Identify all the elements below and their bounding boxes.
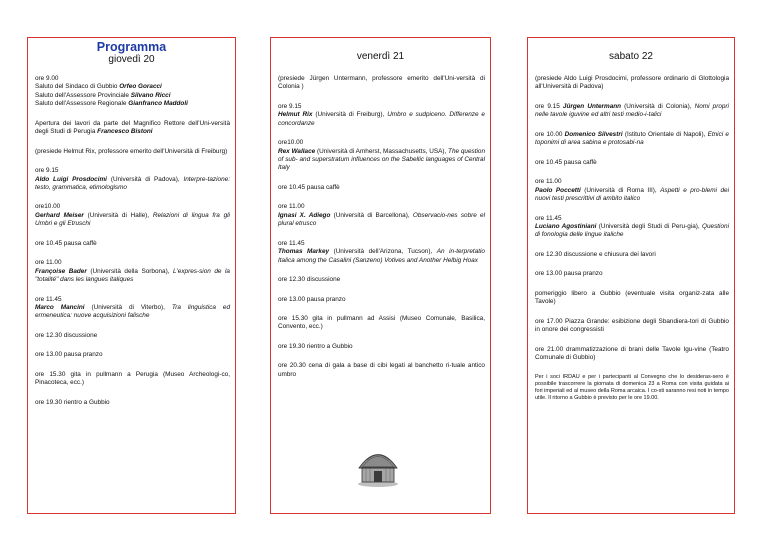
item-text: ore 10.00 bbox=[535, 130, 565, 138]
item-text: (presiede Helmut Rix, professore emerito dell'Università di Freiburg) bbox=[35, 147, 228, 155]
speaker-name: Gerhard Meiser bbox=[35, 211, 84, 219]
schedule-item bbox=[35, 203, 230, 228]
schedule-list bbox=[278, 75, 485, 390]
day-heading: giovedì 20 bbox=[108, 54, 155, 65]
item-text: ore10.00 bbox=[35, 203, 61, 211]
item-text: ore 13.00 pausa pranzo bbox=[278, 295, 346, 303]
program-column-thursday bbox=[27, 37, 236, 514]
speaker-name: Orfeo Goracci bbox=[119, 83, 162, 91]
item-text: (Università di Roma III), bbox=[580, 186, 661, 194]
talk-title: Relazioni di lingua fra gli Umbri e gli Etruschi bbox=[35, 211, 230, 228]
talk-title: L'expres-sion de la "totalité" dans les langues italiques bbox=[35, 267, 230, 284]
item-text: ore 12.30 discussione e chiusura dei lavori bbox=[535, 250, 656, 258]
talk-title: Casalini (Sanzeno) Votives and Another Helbig Hoax bbox=[328, 256, 478, 264]
schedule-item bbox=[535, 75, 729, 92]
schedule-item bbox=[35, 351, 230, 359]
speaker-name: Aldo Luigi Prosdocimi bbox=[35, 175, 107, 183]
speaker-name: Jürgen Untermann bbox=[562, 102, 622, 110]
item-text: (Università della Sorbona), bbox=[86, 267, 174, 275]
schedule-item bbox=[278, 103, 485, 128]
item-text: ore 11.00 bbox=[35, 259, 62, 267]
item-text: ore 11.45 bbox=[535, 214, 562, 222]
program-column-saturday bbox=[527, 37, 735, 514]
item-text: ore 9.00 bbox=[35, 75, 59, 82]
schedule-item bbox=[535, 103, 729, 120]
talk-title: Tra linguistica ed ermeneutica: nuove acquisizioni falische bbox=[35, 303, 230, 320]
speaker-name: Françoise Bader bbox=[35, 267, 87, 275]
schedule-item bbox=[278, 139, 485, 173]
talk-title: The question of sub- and superstratum influences on the Sabellic languages of Central Italy bbox=[278, 147, 485, 172]
speaker-name: Thomas Markey bbox=[278, 248, 330, 256]
talk-title: Questioni di fonologia delle lingue italiche bbox=[535, 222, 729, 239]
schedule-item bbox=[35, 167, 230, 192]
schedule-item bbox=[278, 240, 485, 265]
column-header bbox=[28, 40, 235, 66]
schedule-item bbox=[535, 131, 729, 148]
program-title: Programma bbox=[96, 40, 167, 54]
item-text: ore 10.45 pausa caffè bbox=[35, 239, 97, 247]
item-text: ore 11.00 bbox=[535, 178, 562, 186]
speaker-name: Ignasi X. Adiego bbox=[278, 211, 331, 219]
item-text: (Università di Viterbo), bbox=[84, 303, 172, 311]
schedule-item bbox=[278, 315, 485, 332]
hut-model-image bbox=[353, 438, 403, 488]
schedule-item bbox=[278, 296, 485, 304]
talk-title: Etnici e toponimi di area sabina e protosabi-na bbox=[535, 130, 729, 147]
item-text: ore10.00 bbox=[278, 139, 304, 147]
item-text: ore 9.15 bbox=[535, 102, 563, 110]
schedule-item bbox=[278, 184, 485, 192]
item-text: ore 9.15 bbox=[278, 102, 302, 110]
schedule-item bbox=[278, 75, 485, 92]
item-text: ore 20.30 cena di gala a base di cibi legati al banchetto ri-tuale antico umbro bbox=[278, 362, 485, 378]
schedule-item bbox=[35, 148, 230, 156]
schedule-item bbox=[535, 290, 729, 307]
talk-title: Interpre-tazione: testo, grammatica, etimologismo bbox=[35, 175, 230, 191]
speaker-name: Domenico Silvestri bbox=[564, 130, 623, 138]
schedule-item bbox=[35, 399, 230, 407]
schedule-item bbox=[35, 296, 230, 321]
item-text: ore 12.30 discussione bbox=[35, 331, 98, 339]
speaker-name: Marco Mancini bbox=[35, 303, 85, 311]
item-text: (presiede Aldo Luigi Prosdocimi, professore ordinario di Glottologia all'Università di Padova) bbox=[535, 75, 729, 91]
item-text: Saluto dell'Assessore Regionale bbox=[35, 100, 129, 108]
schedule-list bbox=[35, 75, 230, 418]
item-text: (Università di Halle), bbox=[83, 211, 153, 219]
schedule-item bbox=[535, 318, 729, 335]
item-text: ore 21.00 drammatizzazione di brani delle Tavole Igu-vine (Teatro Comunale di Gubbio) bbox=[535, 345, 729, 362]
schedule-item bbox=[535, 178, 729, 203]
schedule-item bbox=[535, 270, 729, 278]
schedule-item bbox=[535, 251, 729, 259]
schedule-item bbox=[35, 120, 230, 137]
schedule-list bbox=[535, 75, 729, 413]
speaker-name: Gianfranco Maddoli bbox=[128, 100, 188, 108]
column-header bbox=[528, 51, 734, 63]
talk-title: An in-terpretatio Italica bbox=[278, 248, 485, 264]
schedule-item bbox=[278, 203, 485, 228]
item-text: ore 11.45 bbox=[35, 295, 62, 303]
item-text: (Istituto Orientale di Napoli), bbox=[622, 130, 708, 138]
day-heading: venerdì 21 bbox=[356, 51, 405, 62]
speaker-name: Luciano Agostiniani bbox=[535, 222, 597, 230]
day-heading: sabato 22 bbox=[609, 51, 653, 62]
item-text: (Università di Freiburg), bbox=[312, 111, 388, 119]
item-text: ore 12.30 discussione bbox=[278, 276, 341, 284]
item-text: (Università dell'Arizona, Tucson), bbox=[329, 248, 437, 256]
item-text: pomeriggio libero a Gubbio (eventuale visita organiz-zata alle Tavole) bbox=[535, 289, 729, 306]
schedule-item bbox=[35, 240, 230, 248]
talk-title: Umbro e sudpiceno. Differenze e concordanze bbox=[278, 111, 485, 127]
item-text: ore 9.15 bbox=[35, 167, 59, 175]
item-text: (Università di Padova), bbox=[106, 175, 184, 183]
schedule-item bbox=[35, 75, 230, 109]
speaker-name: Helmut Rix bbox=[278, 111, 313, 119]
item-text: Saluto del Sindaco di Gubbio bbox=[35, 83, 120, 91]
speaker-name: Paolo Poccetti bbox=[535, 186, 581, 194]
footnote bbox=[535, 374, 729, 402]
schedule-item bbox=[278, 343, 485, 351]
item-text: ore 10.45 pausa caffè bbox=[535, 158, 597, 166]
talk-title: Aspetti e pro-blemi dei nuovi testi prescrittivi di ambito italico bbox=[535, 186, 729, 203]
talk-title: among the bbox=[296, 256, 329, 264]
item-text: ore 10.45 pausa caffè bbox=[278, 183, 340, 191]
item-text: ore 19.30 rientro a Gubbio bbox=[35, 398, 110, 406]
program-column-friday bbox=[270, 37, 491, 514]
item-text: ore 15.30 gita in pullmann ad Assisi (Museo Comunale, Basilica, Convento, ecc.) bbox=[278, 315, 485, 331]
item-text: ore 15.30 gita in pullmann a Perugia (Museo Archeologi-co, Pinacoteca, ecc.) bbox=[35, 370, 230, 387]
schedule-item bbox=[35, 332, 230, 340]
schedule-item bbox=[535, 215, 729, 240]
schedule-item bbox=[278, 276, 485, 284]
schedule-item bbox=[535, 346, 729, 363]
schedule-item bbox=[535, 159, 729, 167]
talk-title: Nomi propri nelle tavole iguvine ed altri testi medio-i-talici bbox=[535, 102, 729, 119]
item-text: (presiede Jürgen Untermann, professore emerito dell'Uni-versità di Colonia ) bbox=[278, 75, 485, 91]
talk-title: Observacio-nes sobre el plural etrusco bbox=[278, 211, 485, 228]
item-text: ore 13.00 pausa pranzo bbox=[35, 351, 103, 359]
item-text: Saluto dell'Assessore Provinciale bbox=[35, 91, 131, 99]
schedule-item bbox=[35, 371, 230, 388]
item-text: (Università di Barcellona), bbox=[330, 211, 413, 219]
item-text: ore 19.30 rientro a Gubbio bbox=[278, 342, 353, 350]
schedule-item bbox=[35, 259, 230, 284]
item-text: ore 11.00 bbox=[278, 203, 305, 211]
item-text: ore 13.00 pausa pranzo bbox=[535, 270, 603, 278]
item-text: Apertura dei lavori da parte del Magnifico Rettore dell'Uni-versità degli Studi di Perugia bbox=[35, 119, 230, 136]
speaker-name: Silvano Ricci bbox=[130, 91, 171, 99]
item-text: (Università di Amherst, Massachusetts, USA), bbox=[315, 147, 449, 155]
speaker-name: Rex Wallace bbox=[278, 147, 316, 155]
speaker-name: Francesco Bistoni bbox=[97, 128, 153, 136]
item-text: Per i soci IRDAU e per i partecipanti al Convegno che lo desideras-sero è possibile trascorrere la giornata di domenica 23 a Roma con visita guidata ai fori imperiali ed al museo della Roma arcaica. I co-sti saranno resi noti in tempo utile. Il ritorno a Gubbio è previsto per le ore 19.00. bbox=[535, 373, 729, 401]
item-text: ore 17.00 Piazza Grande: esibizione degli Sbandiera-tori di Gubbio in onore dei congressisti bbox=[535, 317, 729, 334]
item-text: (Università degli Studi di Peru-gia), bbox=[596, 222, 702, 230]
item-text: ore 11.45 bbox=[278, 239, 305, 247]
item-text: (Università di Colonia), bbox=[621, 102, 695, 110]
schedule-item bbox=[278, 362, 485, 379]
column-header bbox=[271, 51, 490, 63]
